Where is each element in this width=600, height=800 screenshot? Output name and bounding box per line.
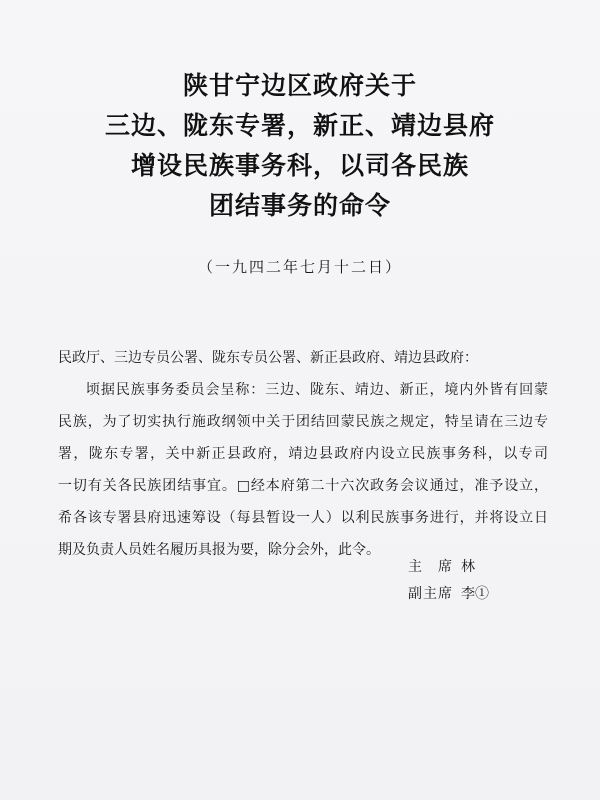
addressee-line: 民政厅、三边专员公署、陇东专员公署、新正县政府、靖边县政府：	[58, 350, 478, 366]
title-line-2: 三边、陇东专署，新正、靖边县府	[104, 111, 495, 140]
body-line-4: 一切有关各民族团结事宜。□经本府第二十六次政务会议通过，准予设立，	[58, 478, 548, 494]
body-line-3: 署，陇东专署，关中新正县政府，靖边县政府内设立民族事务科，以专司	[58, 446, 548, 462]
title-line-1: 陕甘宁边区政府关于	[182, 71, 417, 100]
signature-vice-chairman-name: 李①	[461, 586, 489, 602]
body-line-5: 希各该专署县府迅速筹设（每县暂设一人）以利民族事务进行，并将设立日	[58, 510, 548, 526]
signature-chairman	[408, 557, 475, 577]
body-line-1: 顷据民族事务委员会呈称：三边、陇东、靖边、新正，境内外皆有回蒙	[86, 382, 548, 398]
signature-chairman-title: 主 席	[408, 559, 453, 575]
document-title	[0, 66, 600, 226]
signature-chairman-name: 林	[461, 559, 475, 575]
body-line-2: 民族，为了切实执行施政纲领中关于团结回蒙民族之规定，特呈请在三边专	[58, 414, 548, 430]
document-body	[58, 348, 548, 560]
document-date: （一九四二年七月十二日）	[197, 258, 402, 276]
title-line-4: 团结事务的命令	[208, 191, 391, 220]
signature-vice-chairman	[408, 584, 489, 604]
body-line-6: 期及负责人员姓名履历具报为要，除分会外，此令。	[58, 542, 380, 558]
title-line-3: 增设民族事务科，以司各民族	[130, 151, 469, 180]
signature-vice-chairman-title: 副主席	[408, 586, 453, 602]
